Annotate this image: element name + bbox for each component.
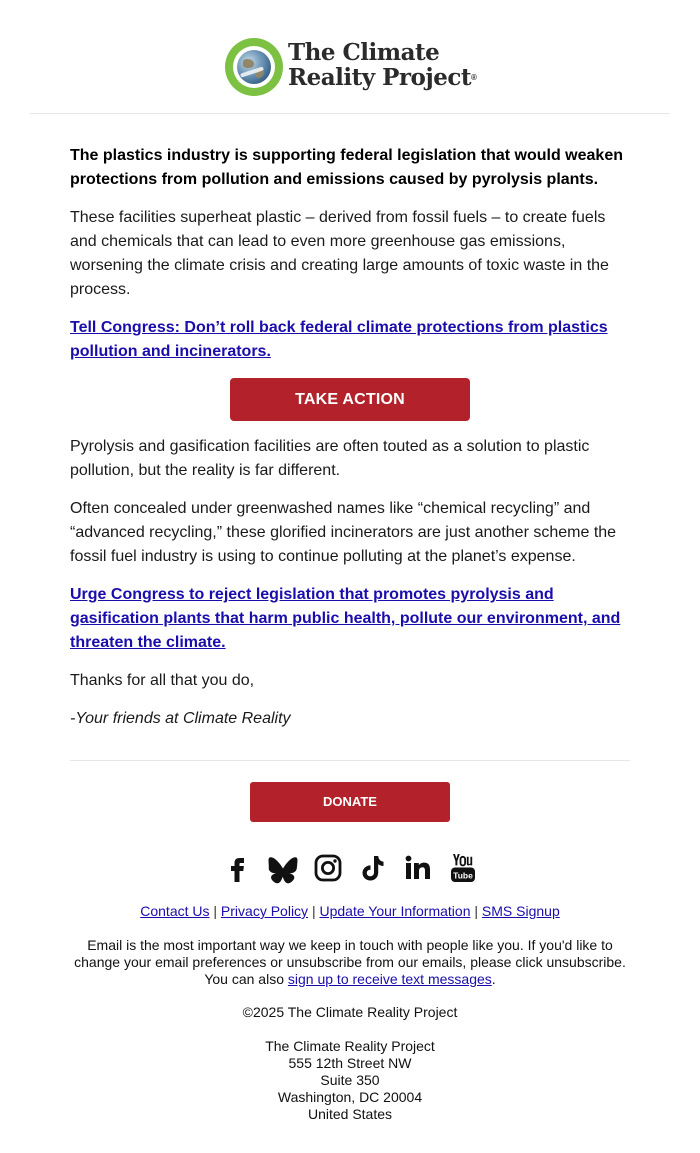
body-paragraph-2: Pyrolysis and gasification facilities are often touted as a solution to plastic pollution, but the reality is far different.: [70, 438, 590, 479]
link-separator: |: [213, 903, 218, 919]
take-action-button[interactable]: TAKE ACTION: [230, 378, 470, 421]
text-messages-signup-link[interactable]: sign up to receive text messages: [287, 971, 492, 987]
body-paragraph-1: These facilities superheat plastic – derived from fossil fuels – to create fuels and chemicals that can lead to even more greenhouse gas emissions, worsening the climate crisis and creating large amounts of toxic waste in the process.: [70, 209, 609, 298]
body-paragraph-3: Often concealed under greenwashed names like “chemical recycling” and “advanced recycling,” these glorified incinerators are just another scheme the fossil fuel industry is using to continue polluting at the planet’s expense.: [70, 500, 617, 565]
globe-logo-icon: [225, 38, 283, 96]
sms-signup-link[interactable]: SMS Signup: [481, 903, 560, 919]
footer-divider: [70, 760, 630, 761]
mailing-address: [0, 1038, 700, 1123]
svg-text:Tube: Tube: [453, 870, 473, 881]
youtube-icon[interactable]: [447, 852, 479, 884]
header-divider: [30, 113, 670, 114]
instagram-icon[interactable]: [312, 852, 344, 884]
facebook-icon[interactable]: [222, 852, 254, 884]
registered-mark: ®: [470, 73, 477, 82]
copyright: ©2025 The Climate Reality Project: [242, 1004, 458, 1020]
brand-logo-text: [288, 40, 476, 90]
footer-note: Email is the most important way we keep in touch with people like you. If you'd like to change your email preferences or unsubscribe from our emails, please click unsubscribe. You can also sign up to receive text messages.: [74, 937, 626, 987]
address-line: The Climate Reality Project: [265, 1038, 435, 1054]
bluesky-icon[interactable]: [267, 852, 299, 884]
signoff-text: -Your friends at Climate Reality: [70, 710, 291, 727]
social-icons: [0, 852, 700, 884]
lead-paragraph: The plastics industry is supporting federal legislation that would weaken protections from pollution and emissions caused by pyrolysis plants.: [70, 147, 623, 188]
donate-button[interactable]: DONATE: [250, 782, 450, 822]
linkedin-icon[interactable]: [402, 852, 434, 884]
update-information-link[interactable]: Update Your Information: [319, 903, 471, 919]
action-link-1[interactable]: Tell Congress: Don’t roll back federal climate protections from plastics pollution and incinerators.: [70, 319, 608, 360]
tiktok-icon[interactable]: [357, 852, 389, 884]
address-line: United States: [307, 1106, 393, 1122]
link-separator: |: [474, 903, 479, 919]
thanks-text: Thanks for all that you do,: [70, 672, 255, 689]
address-line: 555 12th Street NW: [288, 1055, 412, 1071]
address-line: Suite 350: [320, 1072, 380, 1088]
link-separator: |: [311, 903, 316, 919]
header: [0, 36, 700, 98]
action-link-2[interactable]: Urge Congress to reject legislation that promotes pyrolysis and gasification plants that harm public health, pollute our environment, and threaten the climate.: [70, 586, 621, 651]
address-line: Washington, DC 20004: [277, 1089, 423, 1105]
brand-line-1: The Climate: [288, 39, 440, 66]
contact-us-link[interactable]: Contact Us: [140, 903, 210, 919]
footer-links: [0, 902, 700, 920]
privacy-policy-link[interactable]: Privacy Policy: [220, 903, 309, 919]
brand-line-2: Reality Project®: [288, 64, 477, 91]
